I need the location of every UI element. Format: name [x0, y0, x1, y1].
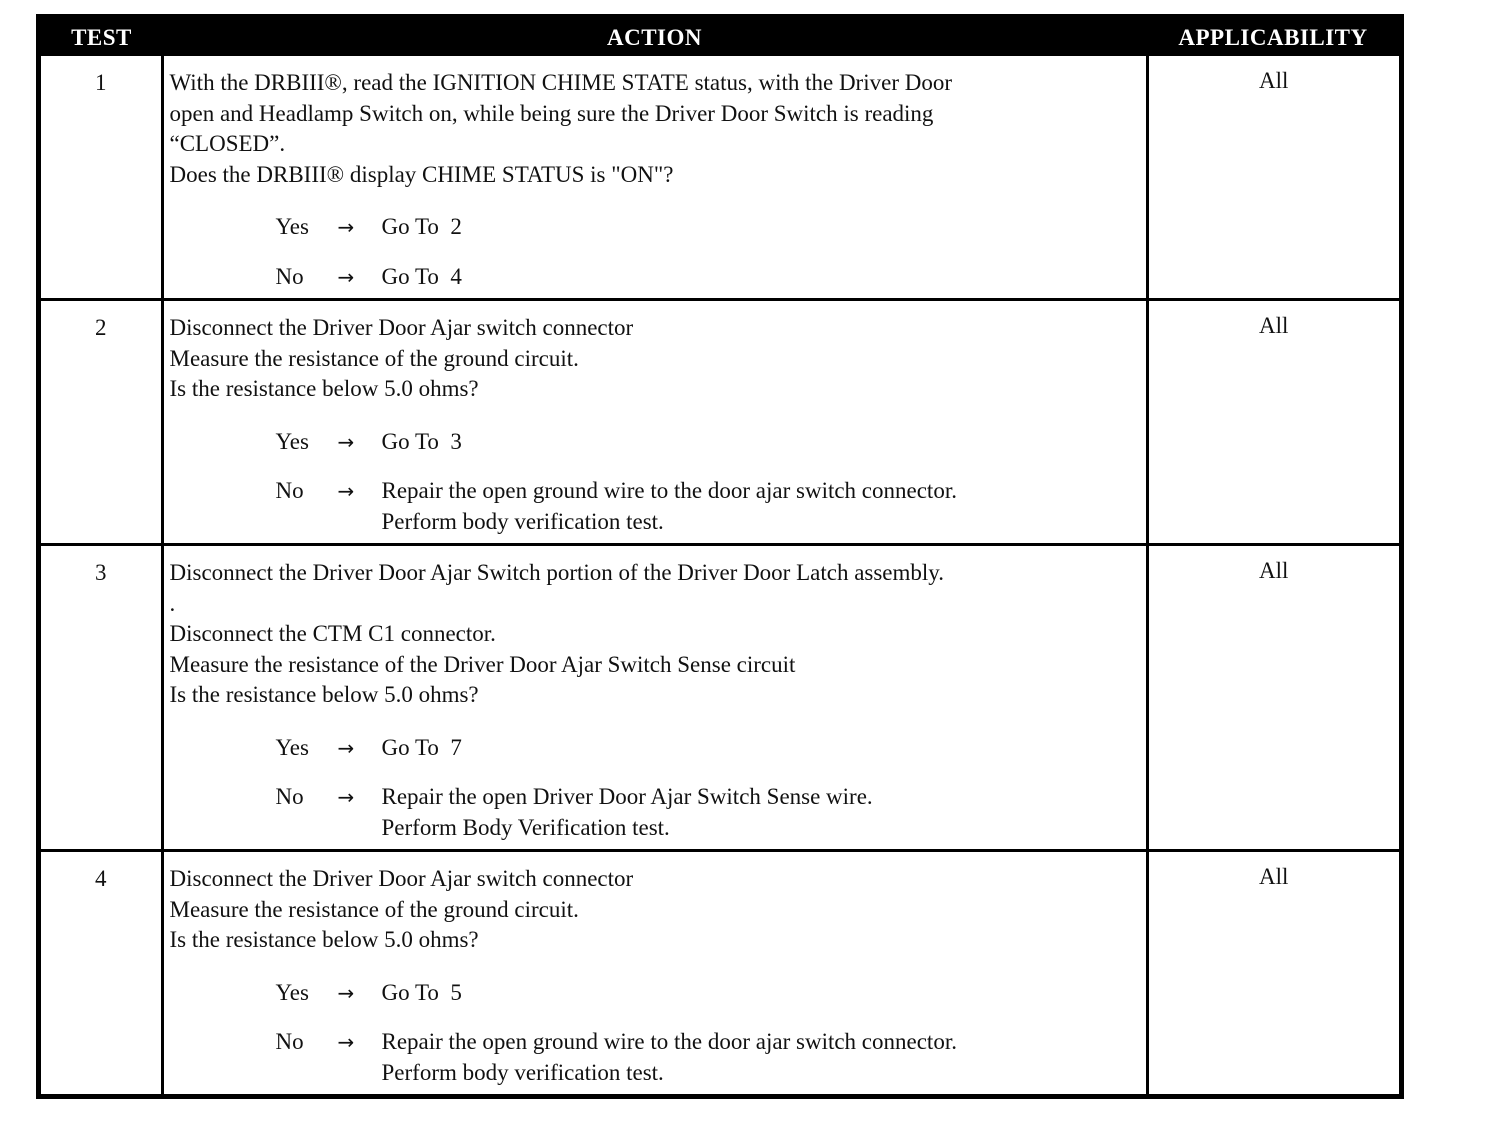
- header-action: ACTION: [162, 19, 1147, 56]
- action-line: “CLOSED”.: [169, 131, 286, 156]
- action-cell: [162, 545, 1147, 851]
- table-body: [41, 56, 1399, 1094]
- yes-result: [382, 978, 1140, 1009]
- result-line: Go To 7: [381, 734, 462, 760]
- action-line: .: [169, 590, 176, 616]
- no-result: [382, 782, 1140, 843]
- action-line: Measure the resistance of the ground circuit.: [169, 345, 579, 371]
- action-line: open and Headlamp Switch on, while being sure the Driver Door Switch is reading: [169, 100, 934, 126]
- yes-branch: [276, 733, 1140, 764]
- yes-result: [382, 212, 1140, 243]
- arrow-right-icon: →: [337, 264, 355, 289]
- no-branch: [276, 1027, 1140, 1088]
- action-cell: [162, 300, 1147, 545]
- action-line: Does the DRBIII® display CHIME STATUS is "ON"?: [169, 161, 674, 187]
- no-branch: [276, 782, 1140, 843]
- action-line: Is the resistance below 5.0 ohms?: [169, 682, 479, 707]
- result-line: Go To 5: [381, 979, 462, 1005]
- result-line: Perform body verification test.: [381, 1059, 664, 1085]
- result-line: Repair the open ground wire to the door ajar switch connector.: [381, 478, 957, 503]
- action-line: Disconnect the Driver Door Ajar Switch portion of the Driver Door Latch assembly.: [169, 560, 945, 585]
- yes-branch: [276, 212, 1140, 243]
- diagnostic-test-table: [41, 19, 1399, 1094]
- action-line: Disconnect the Driver Door Ajar switch connector: [169, 315, 634, 340]
- result-line: Repair the open Driver Door Ajar Switch Sense wire.: [381, 784, 873, 809]
- applicability-value: All: [1147, 851, 1399, 1095]
- result-line: Repair the open ground wire to the door ajar switch connector.: [381, 1029, 957, 1054]
- yes-label: Yes: [275, 734, 309, 760]
- test-number: 4: [41, 851, 162, 1095]
- no-label: No: [275, 263, 304, 289]
- arrow-right-icon: →: [337, 429, 355, 454]
- action-line: Is the resistance below 5.0 ohms?: [169, 376, 479, 401]
- header-applicability: APPLICABILITY: [1147, 19, 1399, 56]
- yes-label: Yes: [275, 214, 309, 239]
- applicability-value: All: [1259, 68, 1289, 93]
- action-line: Is the resistance below 5.0 ohms?: [169, 927, 479, 952]
- arrow-right-icon: →: [337, 1030, 355, 1054]
- test-number: 3: [41, 545, 162, 851]
- yes-branch: [276, 427, 1140, 458]
- no-result: [382, 476, 1140, 537]
- yes-branch: [276, 978, 1140, 1009]
- yes-result: [382, 427, 1140, 458]
- result-line: Go To 2: [381, 214, 462, 239]
- arrow-right-icon: →: [337, 980, 355, 1005]
- table-row: [41, 545, 1399, 851]
- test-number: 2: [41, 300, 162, 545]
- table-header: [41, 19, 1399, 56]
- table-row: [41, 851, 1399, 1095]
- yes-label: Yes: [275, 428, 309, 454]
- applicability-value: All: [1147, 545, 1399, 851]
- test-number: 1: [41, 56, 162, 300]
- result-line: Perform body verification test.: [381, 508, 664, 534]
- action-line: Measure the resistance of the ground circuit.: [169, 896, 579, 922]
- applicability-value: All: [1147, 300, 1399, 545]
- action-line: Disconnect the Driver Door Ajar switch connector: [169, 866, 634, 891]
- no-result: [382, 262, 1140, 293]
- diagnostic-table-sheet: [36, 14, 1404, 1099]
- no-label: No: [275, 784, 304, 809]
- result-line: Go To 4: [381, 263, 462, 289]
- yes-label: Yes: [275, 979, 309, 1005]
- header-test: TEST: [41, 19, 162, 56]
- action-line: Disconnect the CTM C1 connector.: [169, 621, 496, 646]
- action-line: With the DRBIII®, read the IGNITION CHIME STATE status, with the Driver Door: [169, 70, 952, 95]
- no-result: [382, 1027, 1140, 1088]
- yes-result: [382, 733, 1140, 764]
- arrow-right-icon: →: [337, 479, 355, 503]
- no-branch: [276, 262, 1140, 293]
- result-line: Perform Body Verification test.: [381, 814, 670, 840]
- arrow-right-icon: →: [337, 215, 355, 239]
- no-branch: [276, 476, 1140, 537]
- no-label: No: [275, 1029, 304, 1054]
- table-row: [41, 300, 1399, 545]
- arrow-right-icon: →: [337, 785, 355, 809]
- action-cell: [162, 851, 1147, 1095]
- action-cell: [162, 56, 1147, 300]
- no-label: No: [275, 478, 304, 503]
- table-row: [41, 56, 1399, 300]
- result-line: Go To 3: [381, 428, 462, 454]
- action-line: Measure the resistance of the Driver Door Ajar Switch Sense circuit: [169, 651, 796, 677]
- arrow-right-icon: →: [337, 735, 355, 760]
